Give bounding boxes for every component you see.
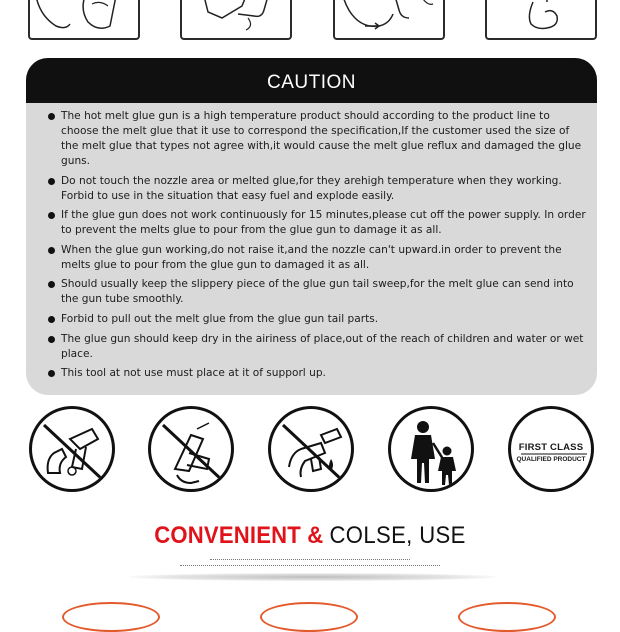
caution-item	[48, 332, 587, 362]
caution-list	[26, 103, 597, 381]
first-class-badge	[508, 406, 594, 492]
bullet-icon	[48, 281, 55, 288]
bullet-icon	[48, 212, 55, 219]
caution-item-text: The hot melt glue gun is a high temperature product should according to the product line to choose the melt glue that it use to correspond the specification,If the customer used the size of the melt glue that types not agree with,it would cause the melt glue reflux and damaged the glue guns.	[61, 110, 582, 167]
caution-item	[48, 312, 587, 327]
headline-black-text: COLSE, USE	[329, 522, 466, 549]
hand-sketch-icon	[28, 0, 140, 40]
next-section-circle	[260, 602, 358, 632]
bullet-icon	[48, 113, 55, 120]
caution-item-text: Do not touch the nozzle area or melted glue,for they arehigh temperature when they working. Forbid to use in the situation that easy fuel and explode easily.	[61, 174, 562, 202]
badge-line-2: QUALIFIED PRODUCT	[516, 456, 586, 463]
caution-item	[48, 109, 587, 169]
instruction-illustrations	[0, 0, 620, 44]
warning-icons-row	[0, 406, 620, 498]
hand-press-icon	[333, 0, 445, 40]
next-section-circle	[62, 602, 160, 632]
bullet-icon	[48, 370, 55, 377]
caution-item	[48, 277, 587, 307]
headline-red-text: CONVENIENT &	[154, 522, 324, 549]
badge-line-1: FIRST CLASS	[518, 442, 584, 453]
glue-gun-sketch-icon	[180, 0, 292, 40]
caution-title: CAUTION	[26, 58, 597, 103]
keep-away-children-icon	[388, 406, 474, 492]
caution-item	[48, 208, 587, 238]
caution-item	[48, 174, 587, 204]
caution-item-text: The glue gun should keep dry in the airiness of place,out of the reach of children and water or wet place.	[61, 332, 584, 360]
next-section-circle	[458, 602, 556, 632]
bullet-icon	[48, 178, 55, 185]
bullet-icon	[48, 247, 55, 254]
no-raise-gun-icon	[148, 406, 234, 492]
no-flammable-icon	[268, 406, 354, 492]
caution-item-text: If the glue gun does not work continuously for 15 minutes,please cut off the power supply. In order to prevent the melts glue to pour from the glue gun to damage it as all.	[61, 209, 586, 237]
glue-drop-icon	[485, 0, 597, 40]
caution-item-text: Should usually keep the slippery piece of the glue gun tail sweep,for the melt glue can send into the gun tube smoothly.	[61, 278, 574, 306]
bullet-icon	[48, 336, 55, 343]
caution-item-text: This tool at not use must place at it of supporl up.	[61, 367, 326, 380]
caution-item-text: When the glue gun working,do not raise it,and the nozzle can't upward.in order to prevent the melts glue to pour from the glue gun to damaged it as all.	[61, 243, 562, 271]
caution-panel	[26, 58, 597, 395]
section-headline	[25, 521, 595, 551]
caution-item	[48, 366, 587, 381]
divider-shadow	[130, 573, 495, 581]
caution-item-text: Forbid to pull out the melt glue from the glue gun tail parts.	[61, 312, 379, 325]
bullet-icon	[48, 316, 55, 323]
no-touch-nozzle-icon	[29, 406, 115, 492]
headline-fine-print	[170, 559, 450, 569]
caution-item	[48, 243, 587, 273]
